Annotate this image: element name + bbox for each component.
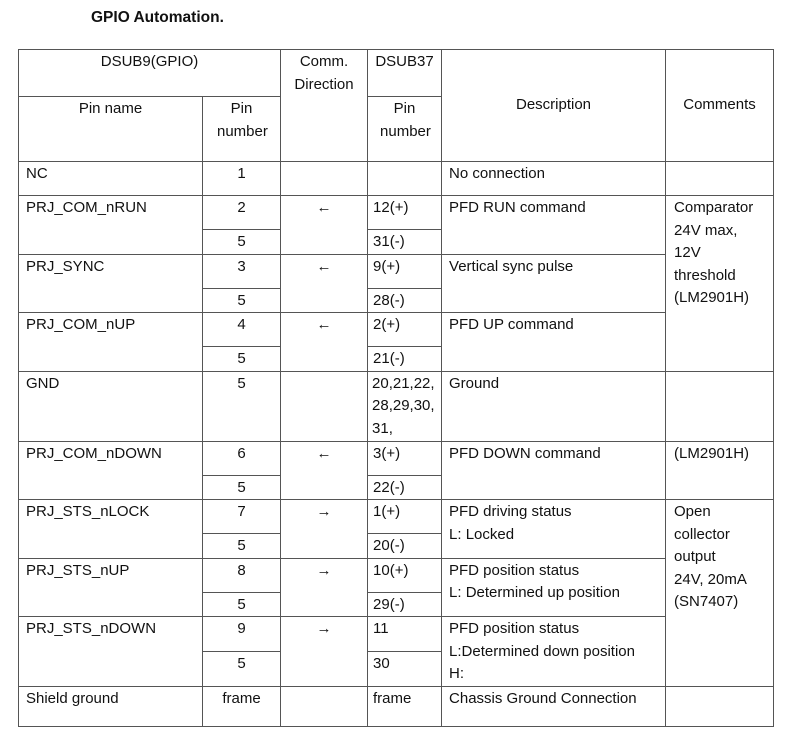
dsub37-pin-cell [368,162,442,196]
comment-line: Open [674,503,711,520]
direction-arrow-right-icon: → [281,500,368,559]
table-row [19,686,774,726]
direction-arrow-left-icon: ← [281,196,368,255]
dsub37-pin-cell: 2(+) [368,313,442,347]
dsub37-pin-cell: 12(+) [368,196,442,230]
pin-number-header: Pin number [203,97,281,162]
dsub37-pin-cell: 11 [368,617,442,652]
open-collector-comment-cell [666,500,774,687]
table-row [19,313,774,347]
dsub37-pin-cell: 28(-) [368,288,442,313]
dsub37-pin-number-header: Pin number [368,97,442,162]
table-row [19,558,774,592]
dsub37-pin-cell: 20(-) [368,534,442,559]
table-row [19,196,774,230]
pin-name-cell: PRJ_COM_nDOWN [19,441,203,500]
table-row [19,254,774,288]
table-row [19,162,774,196]
description-cell [442,500,666,559]
pin-number-cell: 1 [203,162,281,196]
comment-cell [666,371,774,441]
dsub37-pin-cell: 9(+) [368,254,442,288]
direction-cell [281,371,368,441]
pin-number-cell: 5 [203,288,281,313]
dsub37-header: DSUB37 [368,50,442,97]
pin-number-cell: 5 [203,475,281,500]
pin-number-cell: 4 [203,313,281,347]
description-line: L: Determined up position [449,584,620,601]
pin-name-cell: PRJ_SYNC [19,254,203,313]
pin-number-cell: 8 [203,558,281,592]
description-line: L:Determined down position [449,642,635,660]
comment-line: Comparator [674,199,754,216]
description-cell: Ground [442,371,666,441]
dsub37-pin-cell: 30 [368,651,442,686]
pin-number-cell: 5 [203,651,281,686]
direction-arrow-left-icon: ← [281,441,368,500]
direction-arrow-left-icon: ← [281,313,368,372]
comm-direction-header: Comm. Direction [281,50,368,162]
pin-number-cell: 7 [203,500,281,534]
comment-line: (LM2901H) [674,289,750,306]
description-cell [442,558,666,617]
pin-name-cell: Shield ground [19,686,203,726]
description-cell: PFD DOWN command [442,441,666,500]
comparator-comment-cell [666,196,774,372]
dsub9-header: DSUB9(GPIO) [19,50,281,97]
pin-name-cell: PRJ_STS_nDOWN [19,617,203,687]
dsub37-pin-cell: 10(+) [368,558,442,592]
pin-name-cell: PRJ_COM_nRUN [19,196,203,255]
pin-number-cell: frame [203,686,281,726]
pin-number-cell: 9 [203,617,281,652]
description-line: PFD position status [449,561,580,579]
description-cell: PFD RUN command [442,196,666,255]
comment-cell: (LM2901H) [666,441,774,500]
direction-arrow-right-icon: → [281,617,368,687]
header-row-top [19,50,774,97]
table-row [19,617,774,652]
pin-number-cell: 5 [203,230,281,255]
pin-number-cell: 5 [203,347,281,372]
table-row [19,371,774,441]
pin-name-header: Pin name [19,97,203,162]
comment-cell [666,162,774,196]
pin-number-cell: 6 [203,441,281,475]
pin-number-cell: 5 [203,534,281,559]
pin-name-cell: PRJ_COM_nUP [19,313,203,372]
pin-number-cell: 5 [203,371,281,441]
comment-line: (SN7407) [674,593,739,610]
pin-name-cell: PRJ_STS_nUP [19,558,203,617]
document-title: GPIO Automation. [91,9,224,26]
description-header: Description [442,50,666,162]
dsub37-pin-cell: 21(-) [368,347,442,372]
dsub37-pin-cell: frame [368,686,442,726]
comment-line: output [674,548,716,565]
direction-arrow-right-icon: → [281,558,368,617]
description-cell: PFD UP command [442,313,666,372]
table-row [19,500,774,534]
pin-number-cell: 3 [203,254,281,288]
pin-name-cell: PRJ_STS_nLOCK [19,500,203,559]
pin-number-cell: 2 [203,196,281,230]
description-cell [442,617,666,687]
comment-line: threshold [674,266,736,284]
dsub37-pin-cell: 29(-) [368,592,442,617]
direction-arrow-left-icon: ← [281,254,368,313]
direction-cell [281,686,368,726]
dsub37-pin-cell: 31(-) [368,230,442,255]
comment-line: 24V, 20mA [674,570,747,588]
description-cell: Vertical sync pulse [442,254,666,313]
pin-number-cell: 5 [203,592,281,617]
description-line: PFD position status [449,620,580,637]
description-line: PFD driving status [449,503,572,520]
dsub37-pin-cell: 1(+) [368,500,442,534]
description-cell: Chassis Ground Connection [442,686,666,726]
comment-line: collector [674,525,730,543]
comment-line: 12V [674,244,701,261]
comments-header: Comments [666,50,774,162]
direction-cell [281,162,368,196]
description-line: L: Locked [449,525,515,543]
description-cell: No connection [442,162,666,196]
comment-line: 24V max, [674,221,738,239]
table-row [19,441,774,475]
description-line: H: [449,665,465,682]
pin-name-cell: NC [19,162,203,196]
dsub37-pin-cell: 22(-) [368,475,442,500]
pin-name-cell: GND [19,371,203,441]
comment-cell [666,686,774,726]
gpio-pin-table [18,49,774,727]
dsub37-pin-cell: 3(+) [368,441,442,475]
dsub37-pin-cell: 20,21,22,28,29,30,31, [368,371,442,441]
